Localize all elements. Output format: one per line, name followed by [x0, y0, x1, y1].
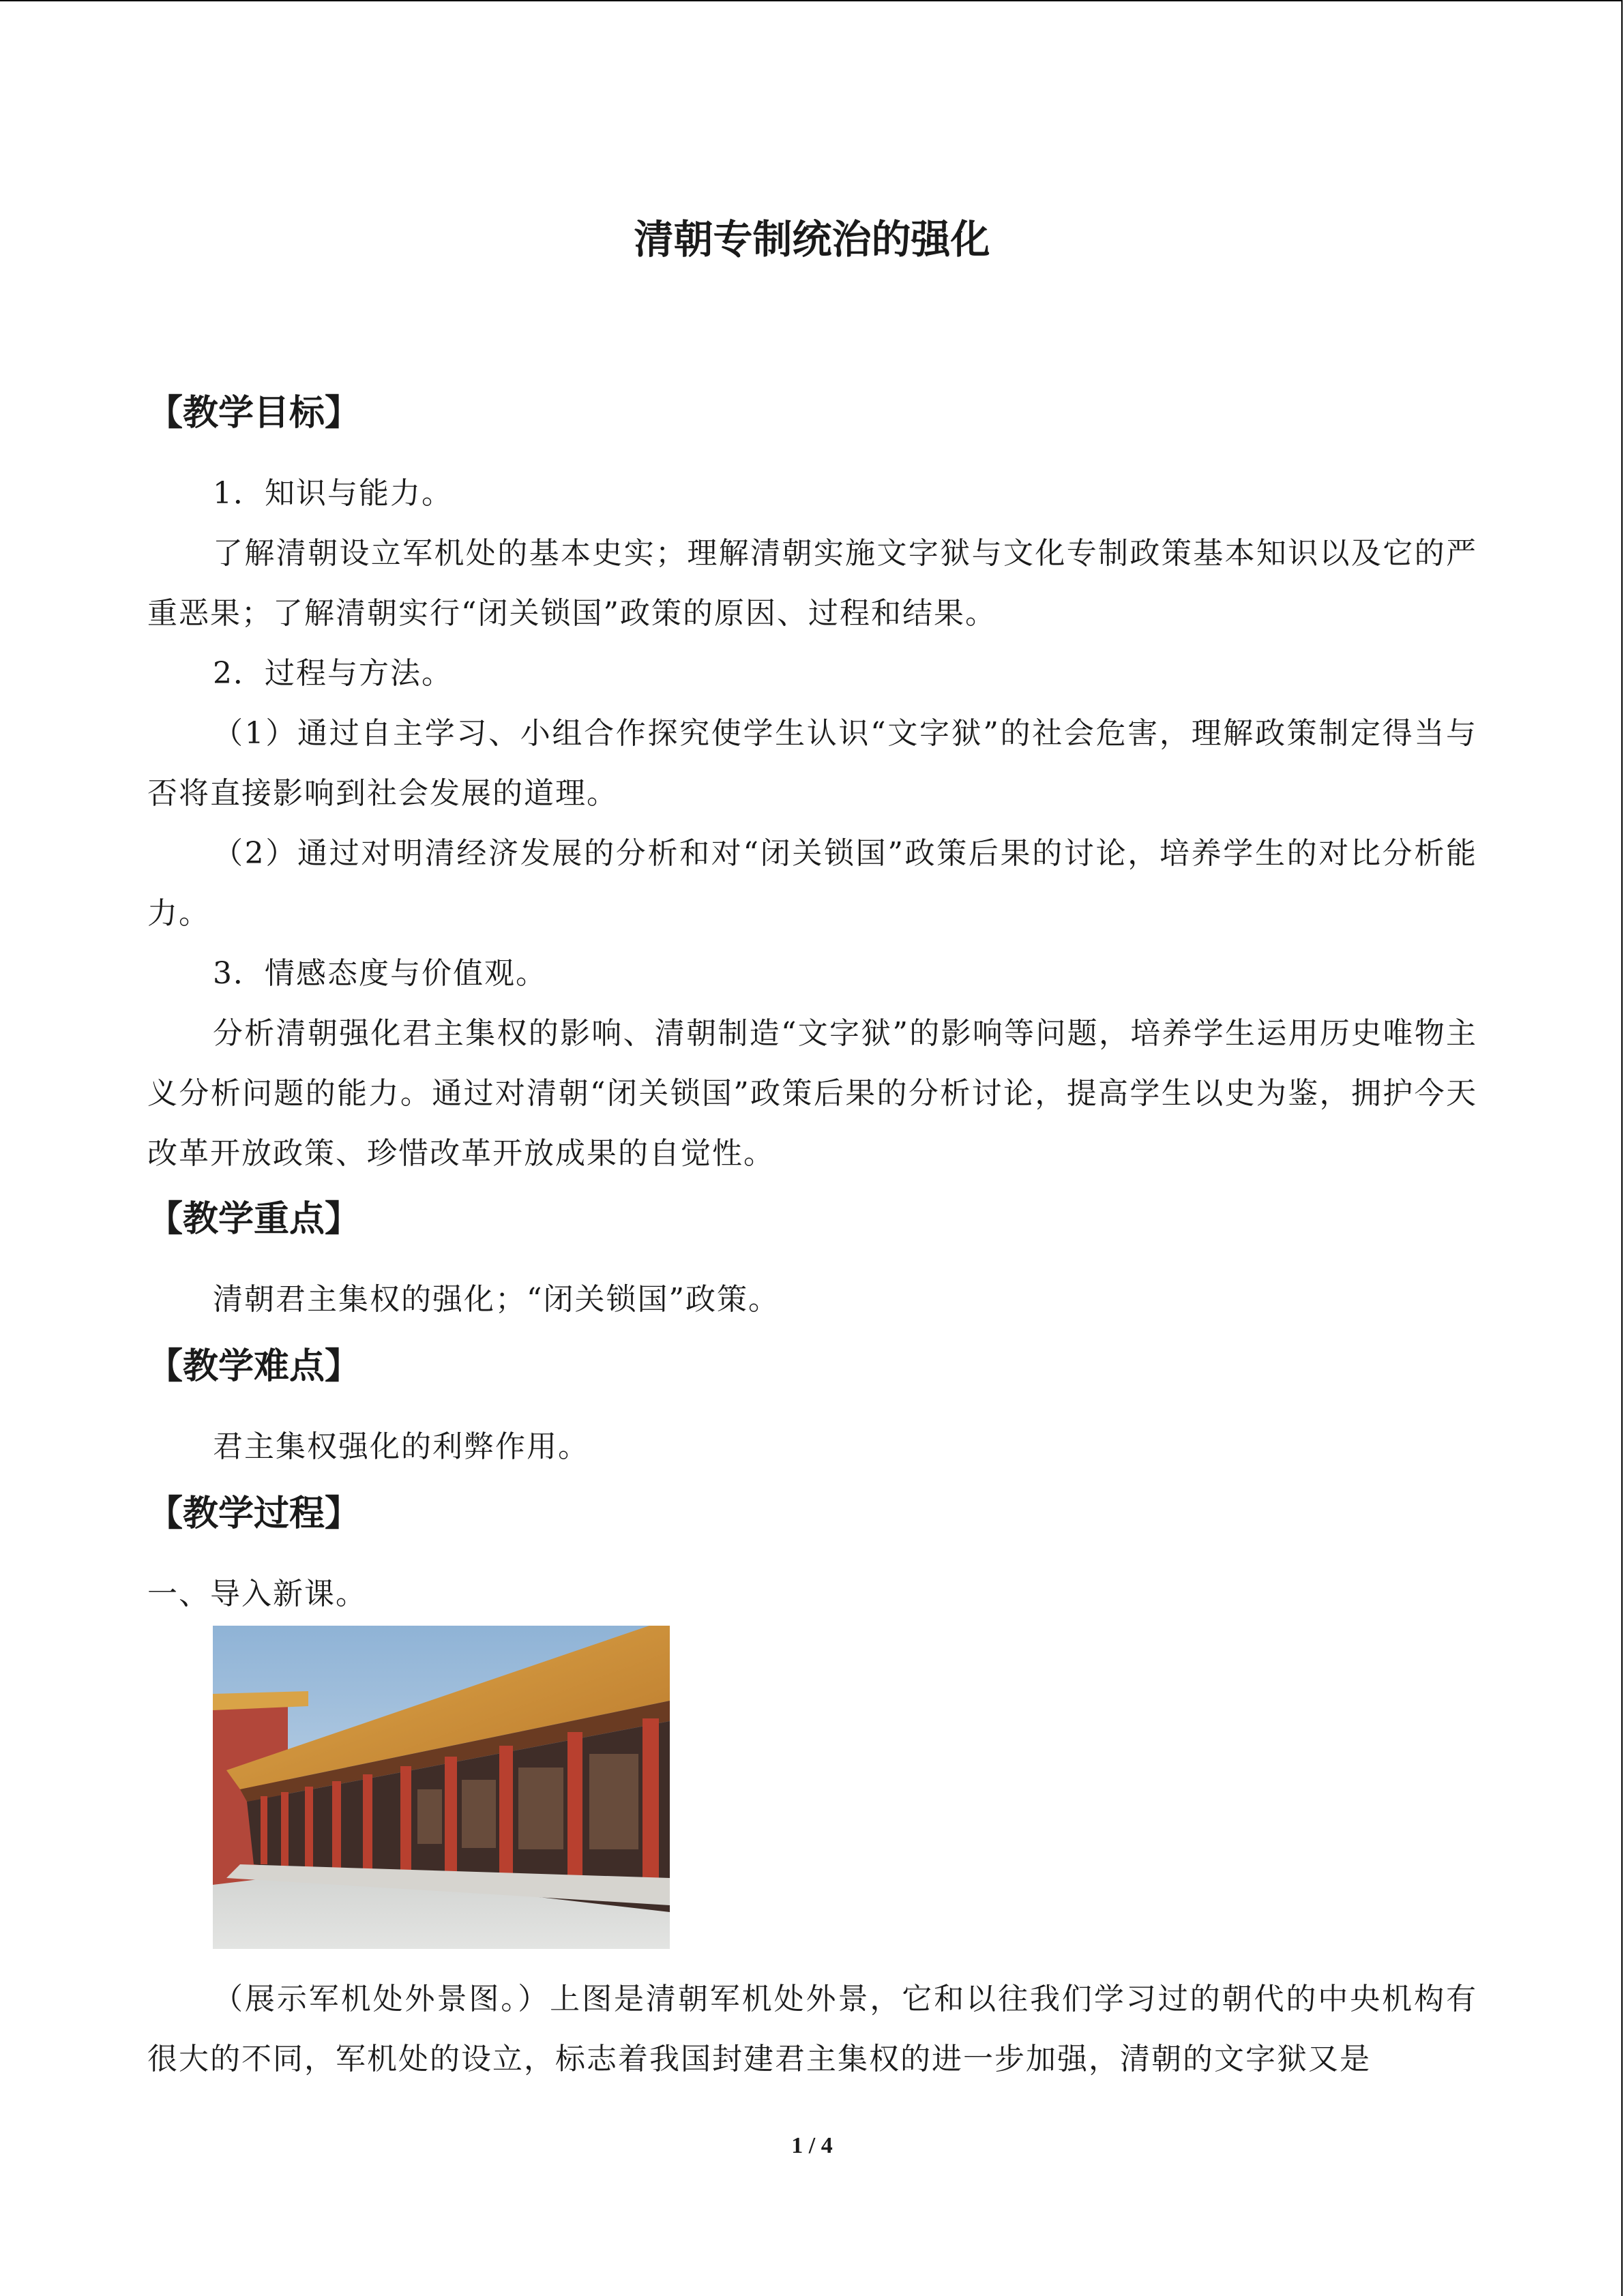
goal-item-3-text: 分析清朝强化君主集权的影响、清朝制造“文字狱”的影响等问题，培养学生运用历史唯物主义分析问题的能力。通过对清朝“闭关锁国”政策后果的分析讨论，提高学生以史为鉴，拥护今天改革开放政策、珍惜改革开放成果的自觉性。	[147, 1016, 1477, 1171]
heading-difficult-points: 【教学难点】	[147, 1346, 361, 1387]
goal-item-3: 3．情感态度与价值观。	[213, 956, 547, 991]
goal-item-2: 2．过程与方法。	[213, 656, 453, 691]
heading-teaching-process: 【教学过程】	[147, 1493, 361, 1534]
goal-item-1: 1．知识与能力。	[213, 476, 453, 511]
junjichu-photo	[213, 1626, 670, 1949]
page-number: 1 / 4	[791, 2133, 833, 2158]
document-title: 清朝专制统治的强化	[634, 216, 990, 263]
goal-item-2-sub-1: （1）通过自主学习、小组合作探究使学生认识“文字狱”的社会危害，理解政策制定得当与否将直接影响到社会发展的道理。	[147, 716, 1477, 811]
intro-paragraph: （展示军机处外景图。）上图是清朝军机处外景，它和以往我们学习过的朝代的中央机构有很大的不同，军机处的设立，标志着我国封建君主集权的进一步加强，清朝的文字狱又是	[147, 1982, 1477, 2076]
goal-item-1-text: 了解清朝设立军机处的基本史实；理解清朝实施文字狱与文化专制政策基本知识以及它的严重恶果；了解清朝实行“闭关锁国”政策的原因、过程和结果。	[147, 536, 1477, 631]
key-points-text: 清朝君主集权的强化；“闭关锁国”政策。	[213, 1282, 780, 1317]
heading-key-points: 【教学重点】	[147, 1199, 361, 1240]
heading-teaching-goals: 【教学目标】	[147, 393, 361, 434]
goal-item-2-sub-2: （2）通过对明清经济发展的分析和对“闭关锁国”政策后果的讨论，培养学生的对比分析能力。	[147, 836, 1477, 931]
process-step-1: 一、导入新课。	[147, 1577, 367, 1611]
difficult-points-text: 君主集权强化的利弊作用。	[213, 1429, 589, 1464]
